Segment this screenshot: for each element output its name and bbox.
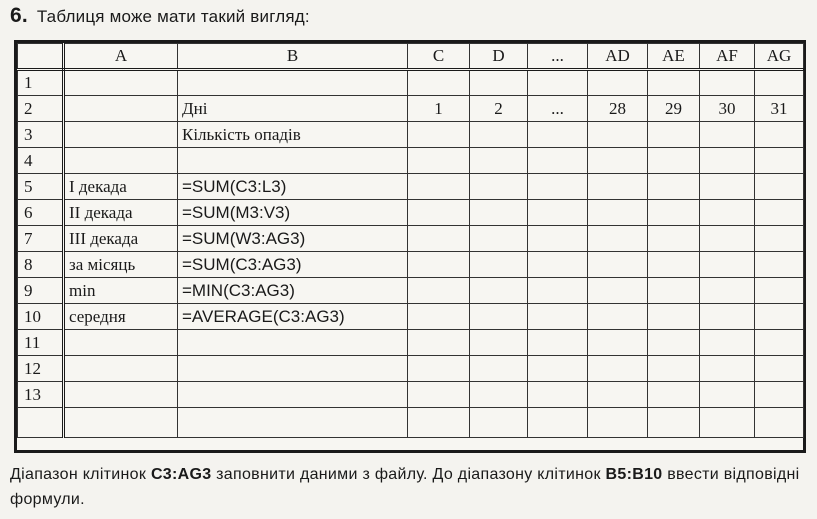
cell-value[interactable] <box>755 408 804 438</box>
cell-value[interactable] <box>470 148 528 174</box>
table-row <box>18 382 804 408</box>
cell-value[interactable] <box>700 226 755 252</box>
description-text: ввести відповідні формули. <box>10 466 800 508</box>
cell-value[interactable] <box>755 148 804 174</box>
cell-value[interactable] <box>588 226 648 252</box>
cell-value[interactable] <box>408 122 470 148</box>
cell-b[interactable] <box>178 408 408 438</box>
cell-a[interactable] <box>64 408 178 438</box>
cell-value[interactable] <box>470 174 528 200</box>
cell-a[interactable] <box>64 96 178 122</box>
cell-value[interactable] <box>408 278 470 304</box>
table-row <box>18 122 804 148</box>
cell-value[interactable] <box>528 70 588 96</box>
cell-value[interactable] <box>700 122 755 148</box>
table-row <box>18 252 804 278</box>
cell-value[interactable] <box>700 356 755 382</box>
cell-value[interactable] <box>700 278 755 304</box>
cell-value[interactable] <box>408 330 470 356</box>
cell-a[interactable]: за місяць <box>64 252 178 278</box>
cell-value[interactable] <box>700 200 755 226</box>
cell-b[interactable]: =SUM(W3:AG3) <box>178 226 408 252</box>
cell-a[interactable] <box>64 330 178 356</box>
cell-value[interactable] <box>470 330 528 356</box>
table-row <box>18 408 804 438</box>
cell-b[interactable]: =MIN(C3:AG3) <box>178 278 408 304</box>
row-header[interactable]: 7 <box>18 226 64 252</box>
cell-b[interactable]: Кількість опадів <box>178 122 408 148</box>
cell-value[interactable] <box>408 200 470 226</box>
row-header[interactable]: 5 <box>18 174 64 200</box>
cell-value[interactable] <box>408 252 470 278</box>
cell-value[interactable] <box>648 200 700 226</box>
cell-value[interactable]: 30 <box>700 96 755 122</box>
cell-value[interactable] <box>648 330 700 356</box>
spreadsheet-grid <box>17 43 804 438</box>
column-header-b[interactable]: B <box>178 44 408 70</box>
cell-value[interactable] <box>408 70 470 96</box>
cell-b[interactable] <box>178 356 408 382</box>
cell-value[interactable]: ... <box>528 96 588 122</box>
cell-a[interactable] <box>64 70 178 96</box>
cell-value[interactable] <box>755 304 804 330</box>
cell-value[interactable] <box>700 148 755 174</box>
cell-value[interactable] <box>528 330 588 356</box>
cell-value[interactable] <box>470 356 528 382</box>
cell-b[interactable] <box>178 330 408 356</box>
cell-value[interactable] <box>408 174 470 200</box>
cell-value[interactable] <box>588 122 648 148</box>
cell-value[interactable] <box>528 252 588 278</box>
cell-b[interactable] <box>178 148 408 174</box>
cell-value[interactable] <box>470 304 528 330</box>
cell-value[interactable] <box>700 330 755 356</box>
cell-value[interactable] <box>755 174 804 200</box>
cell-a[interactable] <box>64 356 178 382</box>
cell-value[interactable] <box>588 382 648 408</box>
cell-value[interactable] <box>588 356 648 382</box>
task-heading <box>10 4 310 28</box>
cell-value[interactable]: 1 <box>408 96 470 122</box>
table-row <box>18 304 804 330</box>
column-header-ellipsis[interactable]: ... <box>528 44 588 70</box>
cell-a[interactable]: ІІІ декада <box>64 226 178 252</box>
row-header[interactable]: 3 <box>18 122 64 148</box>
column-header-d[interactable]: D <box>470 44 528 70</box>
cell-value[interactable] <box>470 122 528 148</box>
cell-value[interactable] <box>588 278 648 304</box>
cell-value[interactable] <box>470 226 528 252</box>
cell-value[interactable] <box>470 200 528 226</box>
cell-value[interactable] <box>528 408 588 438</box>
cell-value[interactable] <box>470 408 528 438</box>
cell-value[interactable] <box>648 122 700 148</box>
task-description <box>10 462 810 512</box>
table-row <box>18 356 804 382</box>
cell-value[interactable] <box>700 252 755 278</box>
cell-value[interactable] <box>700 408 755 438</box>
cell-b[interactable]: =SUM(M3:V3) <box>178 200 408 226</box>
cell-value[interactable] <box>408 226 470 252</box>
cell-value[interactable]: 31 <box>755 96 804 122</box>
cell-value[interactable] <box>648 408 700 438</box>
cell-value[interactable] <box>648 382 700 408</box>
row-header[interactable]: 12 <box>18 356 64 382</box>
row-header[interactable]: 2 <box>18 96 64 122</box>
corner-cell[interactable] <box>18 44 64 70</box>
cell-value[interactable] <box>755 382 804 408</box>
spreadsheet-table <box>14 40 806 453</box>
cell-value[interactable] <box>588 330 648 356</box>
cell-b[interactable]: =SUM(C3:L3) <box>178 174 408 200</box>
task-heading-text: Таблиця може мати такий вигляд: <box>36 7 310 26</box>
cell-value[interactable] <box>408 304 470 330</box>
row-header[interactable]: 9 <box>18 278 64 304</box>
cell-b[interactable]: Дні <box>178 96 408 122</box>
cell-value[interactable] <box>700 304 755 330</box>
cell-value[interactable] <box>408 356 470 382</box>
cell-value[interactable] <box>755 330 804 356</box>
cell-value[interactable] <box>648 226 700 252</box>
table-row <box>18 226 804 252</box>
row-header[interactable]: 8 <box>18 252 64 278</box>
cell-value[interactable]: 29 <box>648 96 700 122</box>
cell-value[interactable] <box>755 70 804 96</box>
cell-value[interactable]: 28 <box>588 96 648 122</box>
table-row <box>18 96 804 122</box>
column-header-row <box>18 44 804 70</box>
cell-value[interactable] <box>470 278 528 304</box>
column-header-ag[interactable]: AG <box>755 44 804 70</box>
cell-a[interactable]: І декада <box>64 174 178 200</box>
table-row <box>18 330 804 356</box>
column-header-ae[interactable]: AE <box>648 44 700 70</box>
row-header[interactable]: 11 <box>18 330 64 356</box>
cell-a[interactable] <box>64 382 178 408</box>
cell-value[interactable] <box>588 200 648 226</box>
cell-value[interactable] <box>528 148 588 174</box>
cell-value[interactable] <box>528 200 588 226</box>
cell-value[interactable] <box>755 226 804 252</box>
description-text: заповнити даними з файлу. До діапазону клітинок <box>211 466 606 483</box>
cell-value[interactable] <box>408 382 470 408</box>
cell-value[interactable] <box>648 70 700 96</box>
column-header-ad[interactable]: AD <box>588 44 648 70</box>
cell-value[interactable] <box>470 252 528 278</box>
cell-a[interactable]: середня <box>64 304 178 330</box>
cell-b[interactable]: =AVERAGE(C3:AG3) <box>178 304 408 330</box>
cell-value[interactable] <box>588 408 648 438</box>
cell-value[interactable] <box>528 356 588 382</box>
cell-value[interactable] <box>528 226 588 252</box>
cell-a[interactable]: ІІ декада <box>64 200 178 226</box>
row-header[interactable] <box>18 408 64 438</box>
cell-value[interactable] <box>648 252 700 278</box>
cell-value[interactable] <box>700 70 755 96</box>
cell-value[interactable] <box>588 304 648 330</box>
table-row <box>18 70 804 96</box>
cell-value[interactable] <box>528 174 588 200</box>
column-header-af[interactable]: AF <box>700 44 755 70</box>
cell-a[interactable]: min <box>64 278 178 304</box>
cell-a[interactable] <box>64 148 178 174</box>
cell-value[interactable] <box>528 278 588 304</box>
table-row <box>18 174 804 200</box>
cell-value[interactable] <box>755 200 804 226</box>
cell-value[interactable] <box>648 174 700 200</box>
row-header[interactable]: 13 <box>18 382 64 408</box>
cell-value[interactable] <box>700 382 755 408</box>
cell-value[interactable] <box>648 356 700 382</box>
range-b5-b10: B5:B10 <box>605 466 663 483</box>
cell-value[interactable] <box>755 278 804 304</box>
cell-b[interactable] <box>178 70 408 96</box>
table-row <box>18 148 804 174</box>
table-row <box>18 278 804 304</box>
cell-value[interactable] <box>470 382 528 408</box>
cell-value[interactable] <box>588 252 648 278</box>
range-c3-ag3: C3:AG3 <box>150 466 212 483</box>
cell-value[interactable] <box>648 148 700 174</box>
cell-value[interactable] <box>588 174 648 200</box>
cell-value[interactable] <box>588 148 648 174</box>
cell-value[interactable] <box>528 122 588 148</box>
cell-value[interactable] <box>755 356 804 382</box>
cell-value[interactable] <box>648 278 700 304</box>
cell-value[interactable] <box>755 252 804 278</box>
row-header[interactable]: 10 <box>18 304 64 330</box>
cell-value[interactable] <box>408 148 470 174</box>
row-header[interactable]: 1 <box>18 70 64 96</box>
cell-value[interactable] <box>528 304 588 330</box>
cell-value[interactable] <box>700 174 755 200</box>
row-header[interactable]: 4 <box>18 148 64 174</box>
cell-value[interactable] <box>470 70 528 96</box>
cell-b[interactable] <box>178 382 408 408</box>
table-row <box>18 200 804 226</box>
cell-value[interactable]: 2 <box>470 96 528 122</box>
cell-value[interactable] <box>408 408 470 438</box>
cell-value[interactable] <box>755 122 804 148</box>
cell-value[interactable] <box>528 382 588 408</box>
column-header-c[interactable]: C <box>408 44 470 70</box>
column-header-a[interactable]: A <box>64 44 178 70</box>
cell-value[interactable] <box>588 70 648 96</box>
cell-value[interactable] <box>648 304 700 330</box>
cell-a[interactable] <box>64 122 178 148</box>
description-text: Діапазон клітинок <box>10 466 151 483</box>
row-header[interactable]: 6 <box>18 200 64 226</box>
task-number: 6. <box>10 4 28 27</box>
cell-b[interactable]: =SUM(C3:AG3) <box>178 252 408 278</box>
